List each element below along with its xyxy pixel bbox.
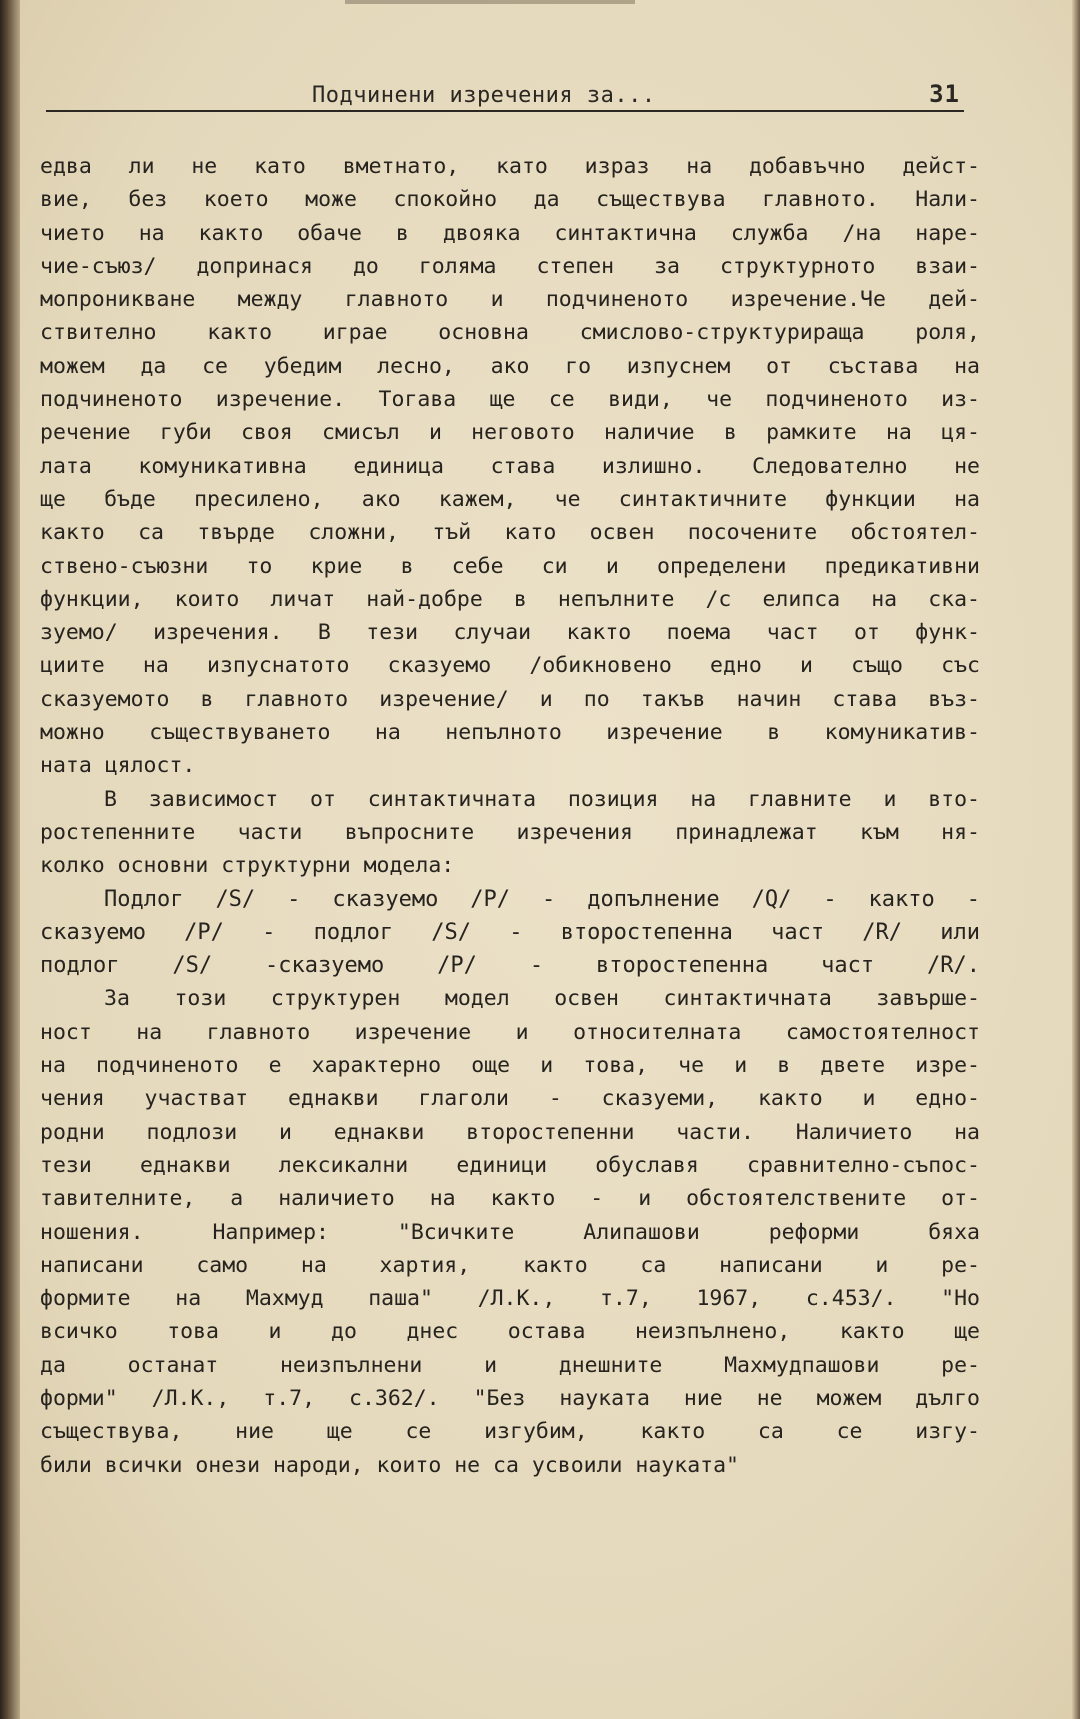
text-line: речение губи своя смисъл и неговото наличие в рамките на ця- xyxy=(40,420,980,446)
text-line: сказуемото в главното изречение/ и по такъв начин става въз- xyxy=(40,686,980,712)
text-line: всичко това и до днес остава неизпълнено, както ще xyxy=(40,1319,980,1345)
text-line: както са твърде сложни, тъй като освен посочените обстоятел- xyxy=(40,520,980,546)
page-right-edge xyxy=(1072,0,1080,1719)
text-line: тавителните, а наличието на както - и обстоятелствените от- xyxy=(40,1186,980,1212)
text-line: подчиненото изречение. Тогава ще се види, че подчиненото из- xyxy=(40,387,980,413)
text-line: ствително както играе основна смислово-структурираща роля, xyxy=(40,320,980,346)
formula-line: Подлог /S/ - сказуемо /P/ - допълнение /Q/ - както - xyxy=(104,886,980,912)
text-line: формите на Махмуд паша" /Л.К., т.7, 1967, с.453/. "Но xyxy=(40,1286,980,1312)
page-number: 31 xyxy=(929,80,960,108)
text-line: били всички онези народи, които не са усвоили науката" xyxy=(40,1452,739,1478)
formula-line: подлог /S/ -сказуемо /P/ - второстепенна част /R/. xyxy=(40,953,980,979)
text-line: вие, без което може спокойно да съществува главното. Нали- xyxy=(40,187,980,213)
text-line: лата комуникативна единица става излишно. Следователно не xyxy=(40,453,980,479)
page-binding-shadow xyxy=(0,0,20,1719)
text-line: ната цялост. xyxy=(40,753,196,779)
text-line: ност на главното изречение и относителната самостоятелност xyxy=(40,1019,980,1045)
running-header xyxy=(46,76,964,112)
text-line: ствено-съюзни то крие в себе си и определени предикативни xyxy=(40,553,980,579)
text-line: съществува, ние ще се изгубим, както са се изгу- xyxy=(40,1419,980,1445)
text-line: циите на изпуснатото сказуемо /обикновено едно и също със xyxy=(40,653,980,679)
scan-top-mark xyxy=(345,0,635,4)
text-line: За този структурен модел освен синтактичната завърше- xyxy=(104,986,980,1012)
running-title: Подчинени изречения за... xyxy=(312,83,656,108)
text-line: едва ли не като вметнато, като израз на добавъчно дейст- xyxy=(40,154,980,179)
text-line: ростепенните части въпросните изречения принадлежат към ня- xyxy=(40,819,980,845)
text-line: написани само на хартия, както са написани и ре- xyxy=(40,1252,980,1278)
text-line: В зависимост от синтактичната позиция на главните и вто- xyxy=(104,786,980,812)
text-line: чения участват еднакви глаголи - сказуеми, както и едно- xyxy=(40,1086,980,1112)
text-line: мопроникване между главното и подчиненото изречение.Че дей- xyxy=(40,287,980,313)
text-line: на подчиненото е характерно още и това, че и в двете изре- xyxy=(40,1053,980,1079)
text-line: родни подлози и еднакви второстепенни части. Наличието на xyxy=(40,1119,980,1145)
text-line: можем да се убедим лесно, ако го изпуснем от състава на xyxy=(40,353,980,379)
text-line: зуемо/ изречения. В тези случаи както поема част от функ- xyxy=(40,620,980,646)
text-line: можно съществуването на непълното изречение в комуникатив- xyxy=(40,720,980,746)
text-line: форми" /Л.К., т.7, с.362/. "Без науката ние не можем дълго xyxy=(40,1385,980,1411)
text-line: функции, които личат най-добре в непълните /с елипса на ска- xyxy=(40,586,980,612)
text-line: чие-съюз/ допринася до голяма степен за структурното взаи- xyxy=(40,253,980,279)
text-line: тези еднакви лексикални единици обуславя сравнително-съпос- xyxy=(40,1152,980,1178)
formula-line: сказуемо /P/ - подлог /S/ - второстепенна част /R/ или xyxy=(40,919,980,945)
body-text xyxy=(40,150,980,1482)
text-line: чието на както обаче в двояка синтактична служба /на наре- xyxy=(40,220,980,246)
text-line: ще бъде пресилено, ако кажем, че синтактичните функции на xyxy=(40,486,980,512)
text-line: колко основни структурни модела: xyxy=(40,853,455,879)
text-line: ношения. Например: "Всичките Алипашови реформи бяха xyxy=(40,1219,980,1245)
text-line: да останат неизпълнени и днешните Махмудпашови ре- xyxy=(40,1352,980,1378)
